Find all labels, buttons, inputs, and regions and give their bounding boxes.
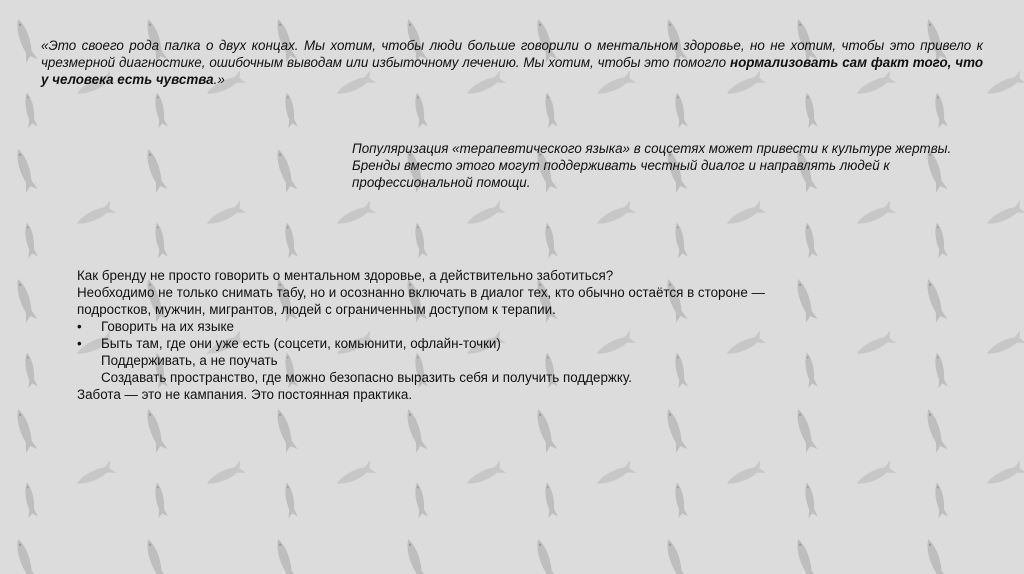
bullet-text: Быть там, где они уже есть (соцсети, комьюнити, офлайн-точки)	[101, 336, 501, 351]
intro-line-1: Необходимо не только снимать табу, но и осознанно включать в диалог тех, кто обычно остаётся в стороне —	[77, 285, 765, 300]
intro-line-2: подростков, мужчин, мигрантов, людей с ограниченным доступом к терапии.	[77, 302, 556, 317]
indented-line: Поддерживать, а не поучать	[101, 353, 278, 368]
main-text-block	[77, 267, 877, 403]
bullet-mark: •	[77, 319, 82, 334]
bullet-item	[77, 335, 877, 352]
side-note: Популяризация «терапевтического языка» в соцсетях может привести к культуре жертвы. Бренды вместо этого могут поддерживать честный диалог и направлять людей к профессиональной помощи.	[352, 141, 952, 190]
indented-line: Создавать пространство, где можно безопасно выразить себя и получить поддержку.	[101, 370, 632, 385]
quote-part1: «Это своего рода палка о двух концах. Мы хотим, чтобы люди больше говорили о ментальном здоровье, но не хотим, чтобы это привело к чрезмерной диагностике, ошибочным выводам или избыточному лечению. Мы хотим, чтобы это помогло	[41, 38, 983, 70]
bullet-text: Говорить на их языке	[101, 319, 234, 334]
bullet-item	[77, 318, 877, 335]
closing-line: Забота — это не кампания. Это постоянная практика.	[77, 387, 413, 402]
question-line: Как бренду не просто говорить о ментальном здоровье, а действительно заботиться?	[77, 268, 614, 283]
quote-bold: нормализовать сам факт того, что у человека есть чувства	[41, 55, 983, 87]
bullet-mark: •	[77, 336, 82, 351]
quote-text	[41, 37, 983, 88]
quote-end: .»	[213, 72, 225, 87]
